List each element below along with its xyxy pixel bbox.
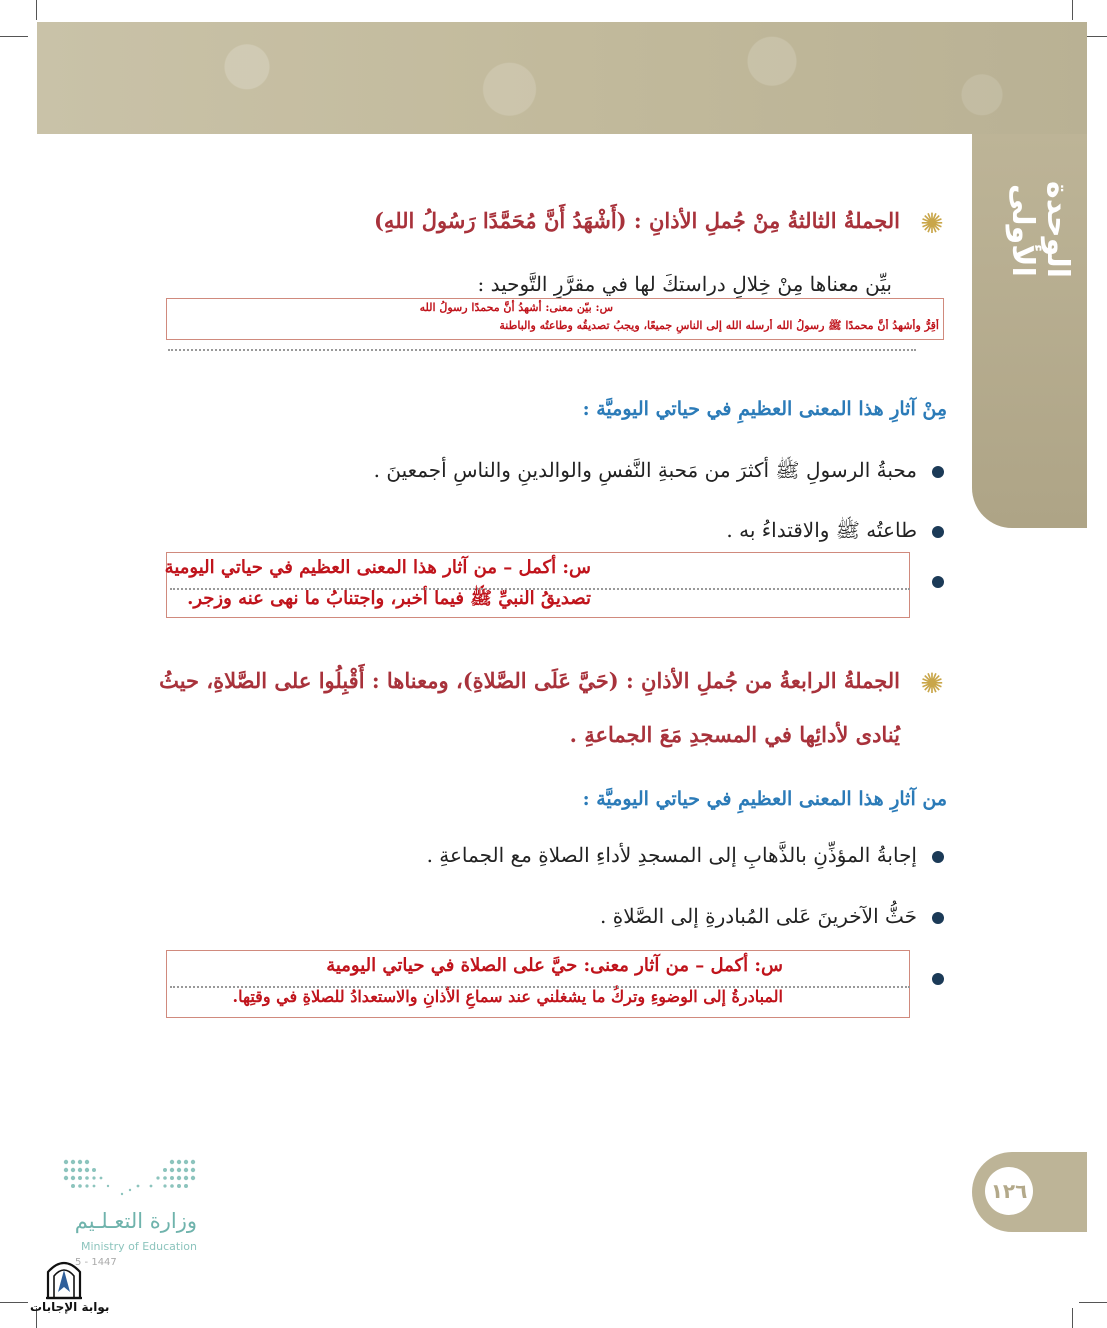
section4-heading-line1: الجملةُ الرابعةُ من جُملِ الأذانِ : (حَيَّ عَلَى الصَّلاةِ)، ومعناها : أَقْبِلُوا على الصَّلاةِ، حيثُ (159, 668, 900, 693)
bullet-icon (932, 912, 944, 924)
crop-mark (1079, 1302, 1107, 1303)
answer-box (166, 298, 944, 340)
answer-question: س: بيّن معنى: أشهدُ أنَّ محمدًا رسولُ الله (419, 301, 613, 314)
answer-text: المبادرةُ إلى الوضوءِ وتركُ ما يشغلني عند سماعِ الأذانِ والاستعدادُ للصلاةِ في وقتِها. (232, 987, 783, 1006)
crop-mark (1072, 0, 1073, 20)
crop-mark (1072, 1308, 1073, 1328)
ministry-name-arabic: وزارة التعـلـيم (74, 1209, 197, 1233)
header-banner (37, 22, 1087, 134)
effects2-heading: من آثارِ هذا المعنى العظيمِ في حياتي اليوميَّة : (582, 788, 947, 810)
unit-title: الوحدة الأولى (1005, 181, 1075, 279)
answer-text: أقِرُّ وأشهدُ أنَّ محمدًا ﷺ رسولُ الله أرسله الله إلى الناسِ جميعًا، ويجبُ تصديقُه وطاعتُه والباطنة (499, 319, 939, 332)
ministry-name-english: Ministry of Education (80, 1240, 197, 1253)
bullet-icon (932, 851, 944, 863)
page-number: ١٢٦ (985, 1167, 1033, 1215)
effects2-item-1: إجابةُ المؤذِّنِ بالذَّهابِ إلى المسجدِ لأداءِ الصلاةِ مع الجماعةِ . (426, 843, 917, 867)
ornament-star-icon: ✺ (920, 667, 944, 700)
effects2-item-2: حَثُّ الآخرينَ عَلى المُبادرةِ إلى الصَّلاةِ . (600, 904, 917, 928)
bullet-icon (932, 526, 944, 538)
crop-mark (0, 36, 28, 37)
section3-prompt: بيِّن معناها مِنْ خِلالِ دراستكَ لها في مقرَّرِ التَّوحيد : (477, 272, 892, 296)
section4-heading-line2: يُنادى لأدائِها في المسجدِ مَعَ الجماعةِ . (569, 722, 900, 747)
crop-mark (36, 0, 37, 20)
answer-box (166, 950, 910, 1018)
bullet-icon (932, 973, 944, 985)
ornament-star-icon: ✺ (920, 207, 944, 240)
answer-line (170, 588, 910, 590)
section3-heading: الجملةُ الثالثةُ مِنْ جُملِ الأذانِ : (أَشْهَدُ أَنَّ مُحَمَّدًا رَسُولُ اللهِ) (374, 208, 900, 233)
answers-gate-name: بوابة الإجابات (30, 1300, 110, 1314)
answer-question: س: أكمل – من آثار هذا المعنى العظيم في حياتي اليومية (164, 557, 591, 578)
answer-line (170, 986, 910, 988)
bullet-icon (932, 466, 944, 478)
answer-line (168, 349, 916, 351)
effects1-item-1: محبةُ الرسولِ ﷺ أكثرَ من مَحبةِ النَّفسِ والوالدينِ والناسِ أجمعينَ . (373, 458, 917, 482)
answer-box (166, 552, 910, 618)
ministry-year: 5 - 1447 (75, 1257, 117, 1268)
crop-mark (0, 1302, 28, 1303)
answers-gate-logo-icon (44, 1256, 84, 1300)
effects1-item-2: طاعتُه ﷺ والاقتداءُ به . (726, 518, 917, 542)
ministry-logo-icon (62, 1156, 197, 1198)
bullet-icon (932, 576, 944, 588)
answer-text: تصديقُ النبيِّ ﷺ فيما أخبر، واجتنابُ ما نهى عنه وزجر. (187, 588, 591, 609)
effects1-heading: مِنْ آثارِ هذا المعنى العظيمِ في حياتي اليوميَّة : (582, 398, 947, 420)
answer-question: س: أكمل – من آثار معنى: حيَّ على الصلاة في حياتي اليومية (326, 955, 783, 976)
